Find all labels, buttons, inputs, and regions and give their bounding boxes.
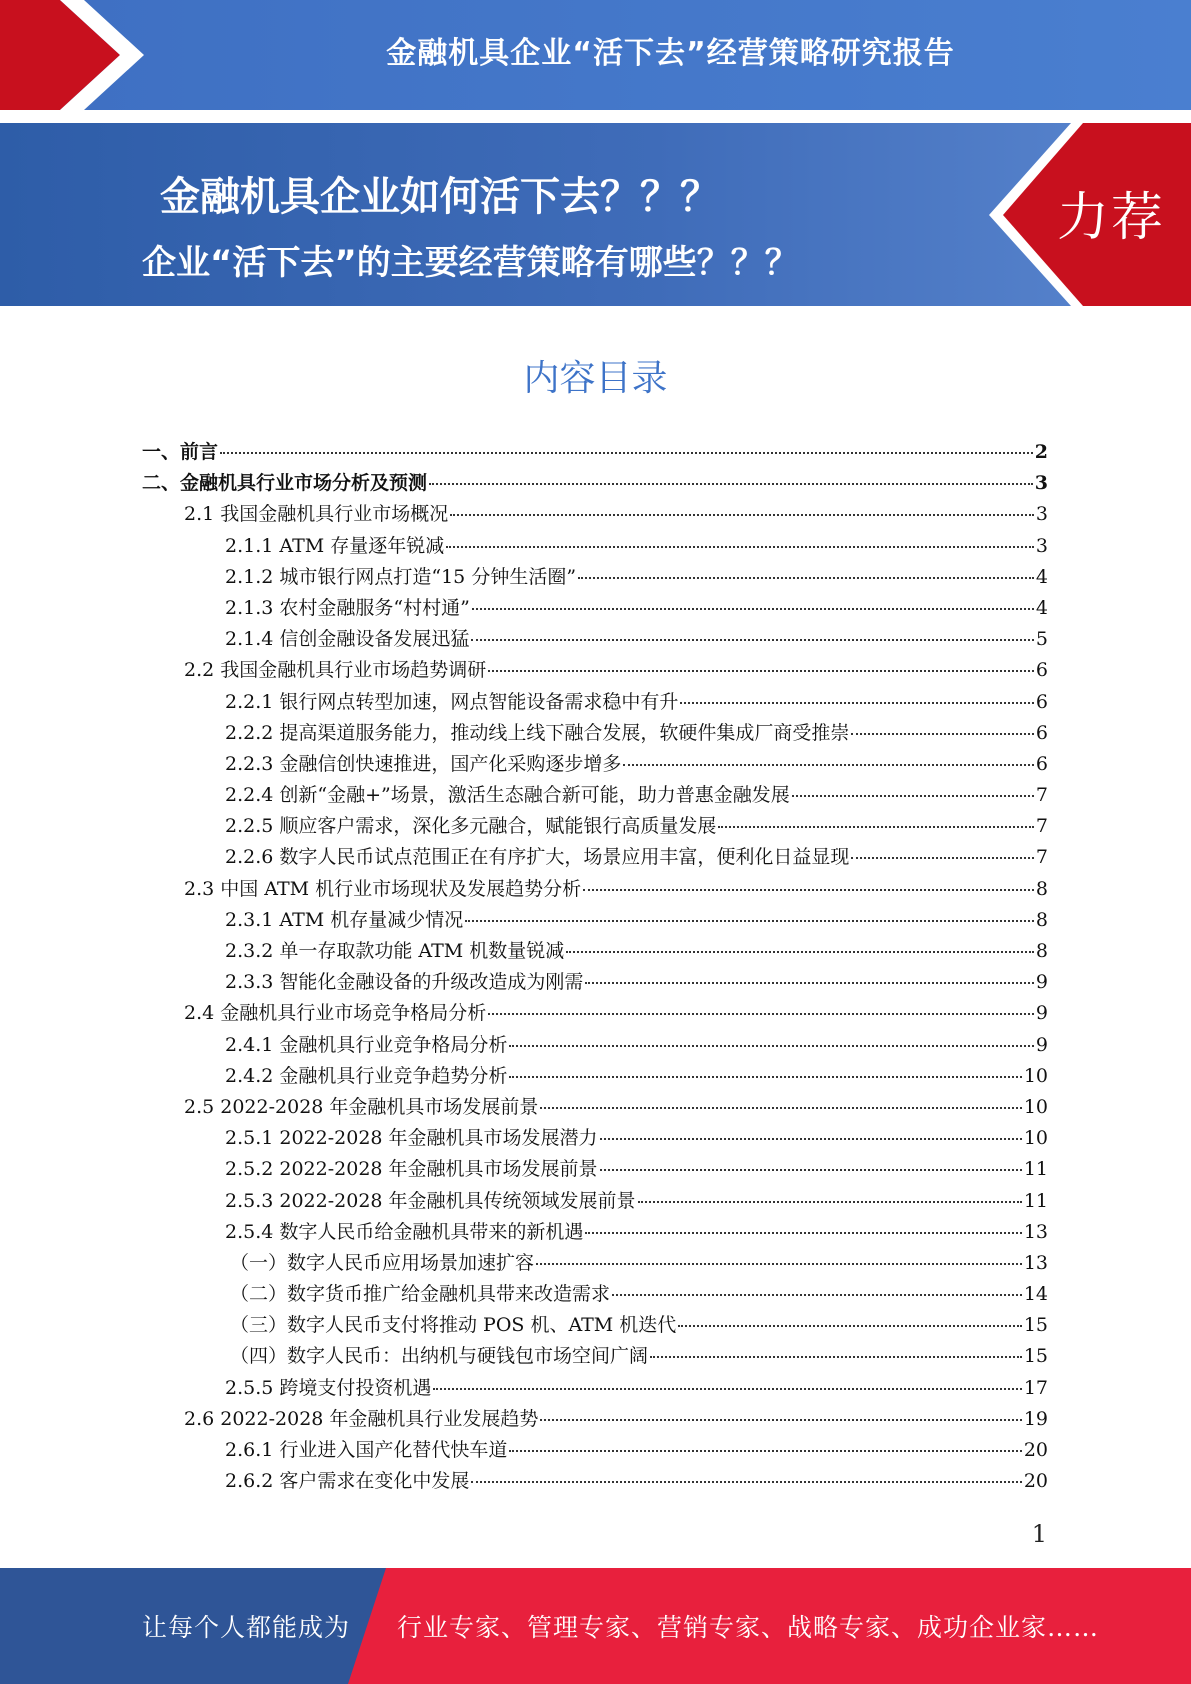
toc-entry-text: （四）数字人民币：出纳机与硬钱包市场空间广阔 (230, 1345, 649, 1368)
toc-entry-text: 2.6.1 行业进入国产化替代快车道 (225, 1439, 508, 1461)
toc-leader-dots (600, 1150, 1022, 1171)
toc-entry-text: 2.4.2 金融机具行业竞争趋势分析 (225, 1064, 508, 1087)
toc-leader-dots (792, 776, 1034, 797)
toc-leader-dots (600, 1119, 1022, 1140)
toc-leader-dots (540, 1400, 1021, 1421)
toc-entry-text: （三）数字人民币支付将推动 POS 机、ATM 机迭代 (230, 1314, 677, 1337)
toc-entry-text: 2.1 我国金融机具行业市场概况 (184, 503, 449, 526)
toc-entry-text: 2.5.4 数字人民币给金融机具带来的新机遇 (225, 1220, 584, 1243)
toc-leader-dots (680, 683, 1034, 704)
footer-slogan-right: 行业专家、管理专家、营销专家、战略专家、成功企业家…… (397, 1613, 1100, 1642)
toc-entry[interactable] (142, 1466, 1048, 1497)
toc-entry-page: 10 (1023, 1095, 1048, 1118)
toc-entry-page: 19 (1023, 1407, 1048, 1430)
toc-entry-text: 2.1.2 城市银行网点打造“15 分钟生活圈” (225, 565, 577, 588)
toc-entry-page: 7 (1035, 815, 1048, 838)
toc-leader-dots (433, 1369, 1021, 1390)
toc-entry-page: 14 (1023, 1283, 1048, 1306)
toc-entry-text: 2.1.1 ATM 存量逐年锐减 (225, 534, 445, 557)
toc-entry-text: 2.3.3 智能化金融设备的升级改造成为刚需 (225, 971, 584, 994)
toc-leader-dots (623, 745, 1034, 766)
toc-leader-dots (678, 1306, 1022, 1327)
headline-question-2: 企业“活下去”的主要经营策略有哪些？？？ (142, 243, 799, 283)
toc-leader-dots (509, 1431, 1021, 1452)
toc-leader-dots (851, 838, 1034, 859)
toc-leader-dots (429, 464, 1033, 485)
toc-entry-text: 2.3.1 ATM 机存量减少情况 (225, 908, 464, 931)
toc-entry-page: 11 (1023, 1189, 1048, 1212)
toc-entry-text: 2.2.2 提高渠道服务能力，推动线上线下融合发展，软硬件集成厂商受推崇 (225, 721, 850, 744)
toc-leader-dots (450, 495, 1034, 516)
table-of-contents (142, 437, 1048, 1497)
red-arrow-decoration (0, 0, 150, 110)
toc-entry-text: 2.4.1 金融机具行业竞争格局分析 (225, 1033, 508, 1056)
toc-entry-page: 6 (1035, 690, 1048, 713)
toc-leader-dots (585, 963, 1034, 984)
toc-entry-page: 11 (1023, 1158, 1048, 1181)
top-banner (0, 0, 1191, 110)
page-number: 1 (1031, 1520, 1047, 1548)
toc-entry-text: 二、金融机具行业市场分析及预测 (142, 472, 428, 495)
toc-leader-dots (536, 1244, 1022, 1265)
toc-leader-dots (612, 1275, 1022, 1296)
toc-leader-dots (488, 651, 1034, 672)
footer-slogan-left: 让每个人都能成为 (142, 1613, 351, 1642)
toc-leader-dots (566, 932, 1034, 953)
toc-entry-page: 3 (1034, 472, 1048, 495)
toc-leader-dots (465, 901, 1034, 922)
toc-entry-page: 4 (1035, 565, 1048, 588)
toc-entry-text: 一、前言 (142, 441, 219, 463)
toc-leader-dots (446, 527, 1034, 548)
toc-leader-dots (638, 1182, 1022, 1203)
headline-question-1: 金融机具企业如何活下去？？？ (160, 174, 720, 220)
toc-entry-text: 2.5 2022-2028 年金融机具市场发展前景 (184, 1095, 539, 1118)
toc-entry-page: 2 (1034, 441, 1048, 463)
toc-entry-text: 2.2 我国金融机具行业市场趋势调研 (184, 659, 487, 682)
toc-entry-page: 8 (1035, 940, 1048, 962)
toc-leader-dots (578, 558, 1034, 579)
toc-entry-page: 13 (1023, 1251, 1048, 1274)
toc-entry-page: 17 (1023, 1376, 1048, 1399)
toc-entry-page: 13 (1023, 1220, 1048, 1243)
toc-leader-dots (220, 433, 1033, 454)
toc-entry-page: 15 (1023, 1345, 1048, 1368)
toc-leader-dots (471, 620, 1034, 641)
recommend-badge: 力荐 (1056, 188, 1165, 248)
toc-entry-text: 2.6 2022-2028 年金融机具行业发展趋势 (184, 1407, 539, 1430)
toc-entry-page: 9 (1035, 1002, 1048, 1025)
toc-entry-page: 6 (1035, 721, 1048, 744)
toc-entry-text: （二）数字货币推广给金融机具带来改造需求 (230, 1283, 611, 1306)
report-title: 金融机具企业“活下去”经营策略研究报告 (386, 36, 955, 71)
toc-entry-page: 10 (1023, 1064, 1048, 1087)
toc-entry-text: 2.2.5 顺应客户需求，深化多元融合，赋能银行高质量发展 (225, 815, 717, 838)
toc-entry-page: 20 (1023, 1439, 1048, 1461)
toc-entry-text: （一）数字人民币应用场景加速扩容 (230, 1251, 535, 1274)
footer-banner (0, 1568, 1191, 1684)
toc-leader-dots (583, 870, 1034, 891)
toc-entry-page: 5 (1035, 628, 1048, 651)
toc-entry-page: 7 (1035, 846, 1048, 869)
toc-entry-text: 2.6.2 客户需求在变化中发展 (225, 1470, 470, 1493)
toc-entry-text: 2.2.6 数字人民币试点范围正在有序扩大，场景应用丰富，便利化日益显现 (225, 846, 850, 869)
toc-entry-text: 2.3.2 单一存取款功能 ATM 机数量锐减 (225, 940, 565, 962)
toc-leader-dots (718, 807, 1034, 828)
toc-entry-page: 10 (1023, 1127, 1048, 1150)
toc-entry-text: 2.3 中国 ATM 机行业市场现状及发展趋势分析 (184, 877, 582, 900)
toc-entry-page: 9 (1035, 971, 1048, 994)
toc-entry-text: 2.5.1 2022-2028 年金融机具市场发展潜力 (225, 1127, 598, 1150)
toc-leader-dots (488, 994, 1034, 1015)
toc-entry-text: 2.5.3 2022-2028 年金融机具传统领域发展前景 (225, 1189, 636, 1212)
toc-entry-text: 2.1.4 信创金融设备发展迅猛 (225, 628, 470, 651)
toc-entry-page: 4 (1035, 596, 1048, 619)
toc-title: 内容目录 (523, 358, 668, 399)
toc-entry-page: 8 (1035, 877, 1048, 900)
toc-entry-page: 15 (1023, 1314, 1048, 1337)
toc-entry-page: 6 (1035, 752, 1048, 775)
headline-banner (0, 123, 1191, 306)
toc-entry-page: 3 (1035, 503, 1048, 526)
toc-leader-dots (585, 1213, 1021, 1234)
toc-entry-page: 6 (1035, 659, 1048, 682)
toc-entry-page: 7 (1035, 784, 1048, 807)
toc-leader-dots (509, 1026, 1034, 1047)
toc-leader-dots (471, 1462, 1021, 1483)
toc-entry-text: 2.2.3 金融信创快速推进，国产化采购逐步增多 (225, 752, 622, 775)
toc-leader-dots (509, 1057, 1021, 1078)
toc-leader-dots (650, 1337, 1022, 1358)
toc-entry-text: 2.5.5 跨境支付投资机遇 (225, 1376, 432, 1399)
toc-entry-text: 2.1.3 农村金融服务“村村通” (225, 596, 470, 619)
toc-entry-page: 20 (1023, 1470, 1048, 1493)
toc-entry-text: 2.2.4 创新“金融+”场景，激活生态融合新可能，助力普惠金融发展 (225, 784, 790, 807)
toc-entry-page: 9 (1035, 1033, 1048, 1056)
toc-entry-text: 2.4 金融机具行业市场竞争格局分析 (184, 1002, 487, 1025)
toc-leader-dots (472, 589, 1034, 610)
toc-leader-dots (540, 1088, 1021, 1109)
toc-entry-text: 2.2.1 银行网点转型加速，网点智能设备需求稳中有升 (225, 690, 679, 713)
toc-entry-page: 8 (1035, 908, 1048, 931)
toc-entry-text: 2.5.2 2022-2028 年金融机具市场发展前景 (225, 1158, 598, 1181)
toc-leader-dots (851, 714, 1034, 735)
toc-entry-page: 3 (1035, 534, 1048, 557)
